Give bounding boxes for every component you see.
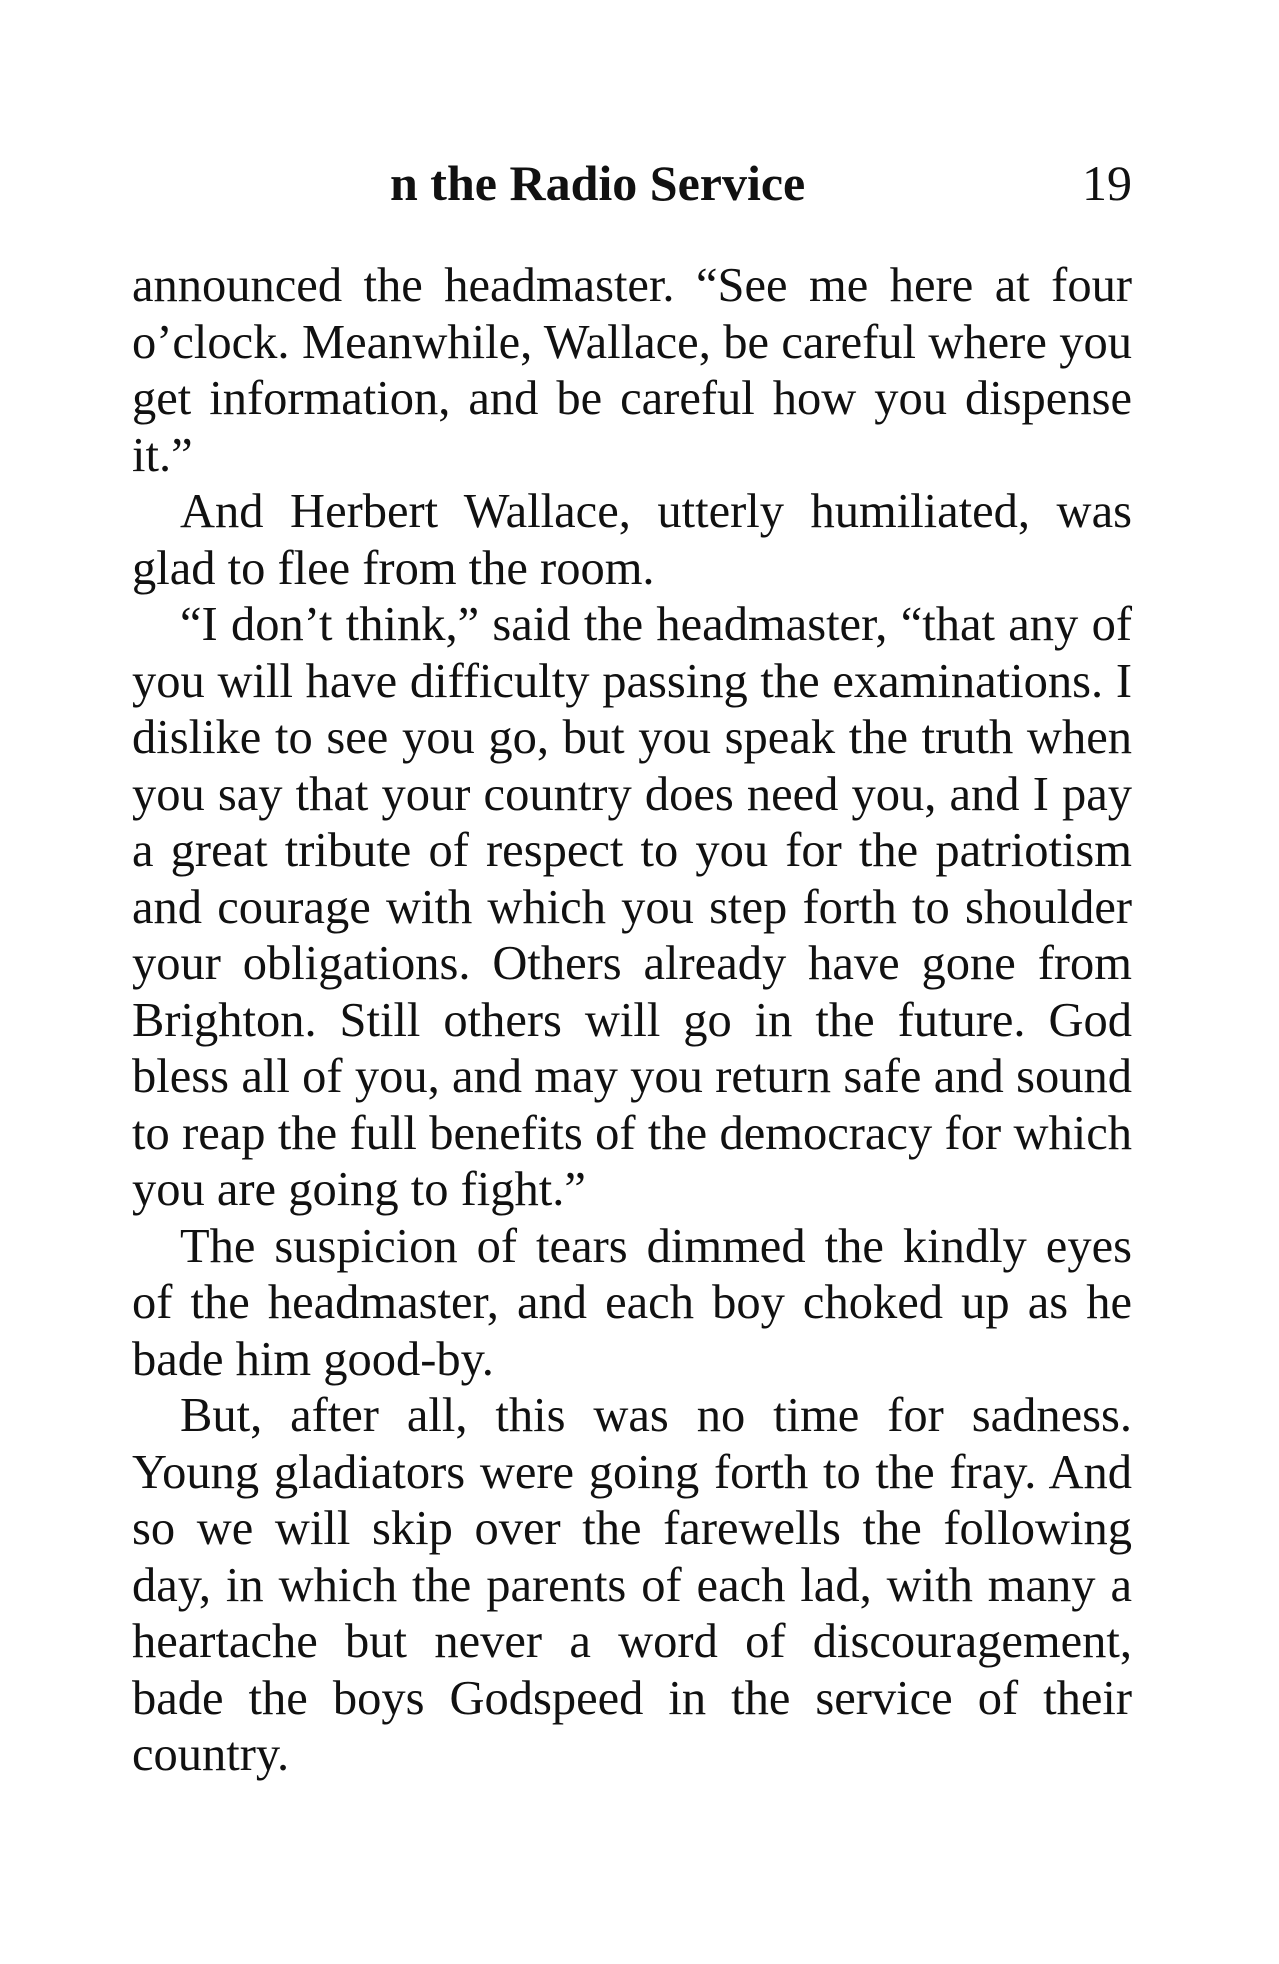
running-head bbox=[132, 148, 1132, 218]
paragraph: “I don’t think,” said the headmaster, “that any of you will have difficulty passing the examinations. I dislike to see you go, but you speak the truth when you say that your country does need you, and I pay a great tribute of respect to you for the patriotism and courage with which you step forth to shoulder your obligations. Others already have gone from Brighton. Still others will go in the future. God bless all of you, and may you return safe and sound to reap the full benefits of the democracy for which you are going to fight.” bbox=[132, 598, 1132, 1216]
paragraph-continued: announced the headmaster. “See me here at four o’clock. Meanwhile, Wallace, be careful where you get information, and be careful how you dispense it.” bbox=[132, 259, 1132, 482]
paragraph: The suspicion of tears dimmed the kindly eyes of the headmaster, and each boy choked up as he bade him good-by. bbox=[132, 1219, 1132, 1386]
running-title: n the Radio Service bbox=[390, 155, 806, 211]
body-text bbox=[132, 258, 1132, 1784]
paragraph: And Herbert Wallace, utterly humiliated, was glad to flee from the room. bbox=[132, 485, 1132, 595]
page-number: 19 bbox=[1082, 155, 1132, 211]
paragraph: But, after all, this was no time for sadness. Young gladiators were going forth to the fray. And so we will skip over the farewells the following day, in which the parents of each lad, with many a heartache but never a word of discouragement, bade the boys Godspeed in the service of their country. bbox=[132, 1389, 1132, 1781]
